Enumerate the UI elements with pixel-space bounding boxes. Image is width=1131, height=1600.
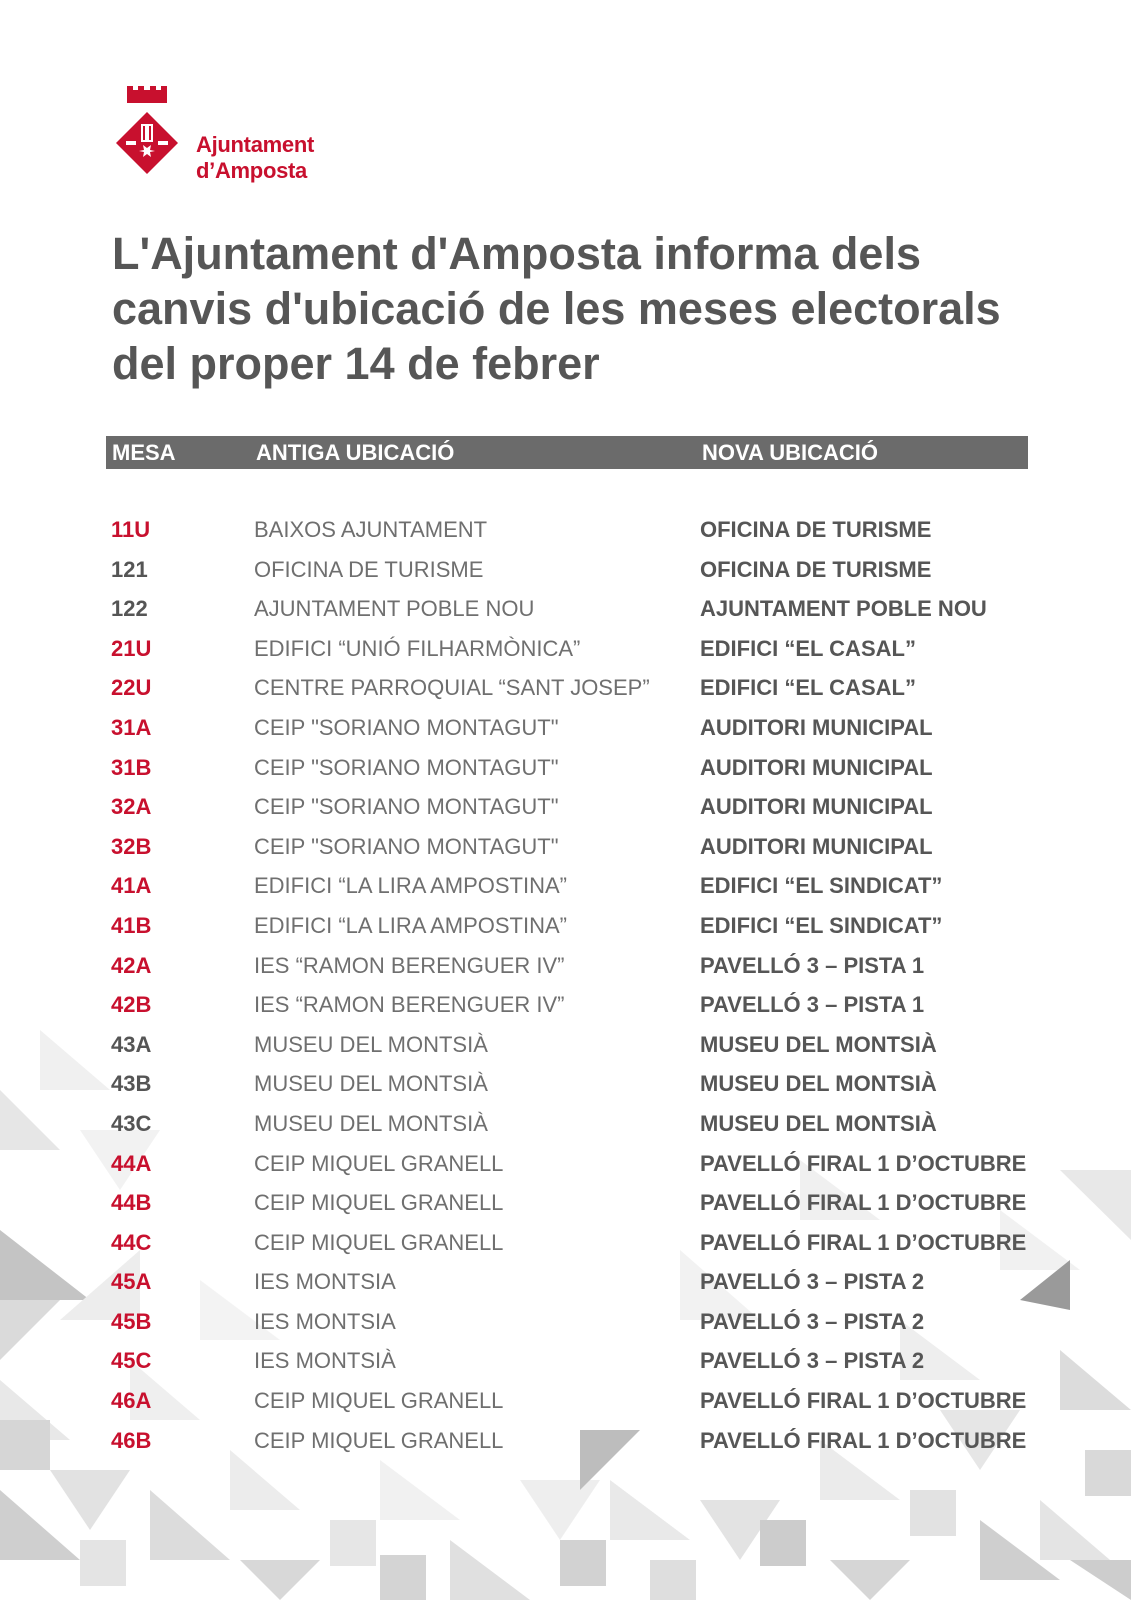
row-new-location: PAVELLÓ FIRAL 1 D’OCTUBRE xyxy=(700,1427,1027,1453)
row-mesa: 11U xyxy=(111,517,151,542)
row-new-location: EDIFICI “EL CASAL” xyxy=(700,675,916,701)
row-new-location: EDIFICI “EL SINDICAT” xyxy=(700,912,943,938)
row-mesa: 31A xyxy=(111,714,152,740)
row-mesa: 44C xyxy=(111,1229,152,1255)
row-new-location: AJUNTAMENT POBLE NOU xyxy=(700,596,987,622)
row-new-location: PAVELLÓ 3 – PISTA 1 xyxy=(700,952,925,978)
header-mesa: MESA xyxy=(112,440,176,465)
row-new-location: AUDITORI MUNICIPAL xyxy=(700,794,933,820)
table-row xyxy=(0,749,1131,789)
row-old-location: MUSEU DEL MONTSIÀ xyxy=(254,1031,488,1057)
row-mesa: 45C xyxy=(111,1348,152,1374)
row-new-location: AUDITORI MUNICIPAL xyxy=(700,754,933,780)
row-mesa: 45A xyxy=(111,1269,152,1295)
coat-of-arms-icon xyxy=(112,86,192,186)
table-row xyxy=(0,907,1131,947)
table-row xyxy=(0,590,1131,630)
table-row xyxy=(0,828,1131,868)
row-mesa: 44B xyxy=(111,1190,152,1216)
row-old-location: CEIP MIQUEL GRANELL xyxy=(254,1229,504,1255)
row-mesa: 41A xyxy=(111,873,152,899)
row-old-location: IES MONTSIA xyxy=(254,1308,396,1334)
row-old-location: IES MONTSIA xyxy=(254,1269,396,1295)
row-old-location: CENTRE PARROQUIAL “SANT JOSEP” xyxy=(254,675,650,701)
row-old-location: CEIP "SORIANO MONTAGUT" xyxy=(254,714,559,740)
table-row xyxy=(0,1422,1131,1462)
row-new-location: AUDITORI MUNICIPAL xyxy=(700,714,933,740)
row-new-location: MUSEU DEL MONTSIÀ xyxy=(700,1071,937,1097)
row-mesa: 44A xyxy=(111,1150,152,1176)
table-header xyxy=(106,436,1028,469)
row-mesa: 21U xyxy=(111,635,152,661)
logo-line-1: Ajuntament xyxy=(196,132,315,157)
row-new-location: PAVELLÓ FIRAL 1 D’OCTUBRE xyxy=(700,1229,1027,1255)
row-new-location: PAVELLÓ 3 – PISTA 2 xyxy=(700,1308,925,1334)
row-mesa: 46B xyxy=(111,1427,152,1453)
row-new-location: PAVELLÓ 3 – PISTA 2 xyxy=(700,1348,925,1374)
row-old-location: CEIP "SORIANO MONTAGUT" xyxy=(254,754,559,780)
table-row xyxy=(0,788,1131,828)
table-row xyxy=(0,986,1131,1026)
table-row xyxy=(0,1224,1131,1264)
row-new-location: PAVELLÓ 3 – PISTA 1 xyxy=(700,992,925,1018)
row-old-location: MUSEU DEL MONTSIÀ xyxy=(254,1110,488,1136)
table-row xyxy=(0,630,1131,670)
row-mesa: 43C xyxy=(111,1110,152,1136)
row-old-location: CEIP MIQUEL GRANELL xyxy=(254,1388,504,1414)
logo-wordmark xyxy=(196,132,314,184)
row-new-location: PAVELLÓ FIRAL 1 D’OCTUBRE xyxy=(700,1150,1027,1176)
row-old-location: CEIP MIQUEL GRANELL xyxy=(254,1427,504,1453)
logo-line-2: d’Amposta xyxy=(196,158,307,183)
row-new-location: PAVELLÓ 3 – PISTA 2 xyxy=(700,1269,925,1295)
row-mesa: 45B xyxy=(111,1308,152,1334)
row-mesa: 43B xyxy=(111,1071,152,1097)
row-new-location: OFICINA DE TURISME xyxy=(700,556,932,582)
row-new-location: OFICINA DE TURISME xyxy=(700,517,932,542)
row-new-location: AUDITORI MUNICIPAL xyxy=(700,833,933,859)
table-row xyxy=(0,1065,1131,1105)
table-row xyxy=(0,551,1131,591)
row-old-location: IES MONTSIÀ xyxy=(254,1348,396,1374)
row-old-location: EDIFICI “LA LIRA AMPOSTINA” xyxy=(254,912,567,938)
row-new-location: MUSEU DEL MONTSIÀ xyxy=(700,1110,937,1136)
row-mesa: 43A xyxy=(111,1031,152,1057)
row-mesa: 32A xyxy=(111,794,152,820)
table-row xyxy=(0,1026,1131,1066)
row-old-location: EDIFICI “LA LIRA AMPOSTINA” xyxy=(254,873,567,899)
row-mesa: 31B xyxy=(111,754,152,780)
table-row xyxy=(0,1184,1131,1224)
row-new-location: EDIFICI “EL CASAL” xyxy=(700,635,916,661)
row-old-location: EDIFICI “UNIÓ FILHARMÒNICA” xyxy=(254,635,581,661)
row-old-location: CEIP "SORIANO MONTAGUT" xyxy=(254,833,559,859)
row-old-location: OFICINA DE TURISME xyxy=(254,556,484,582)
table-row xyxy=(0,1303,1131,1343)
row-mesa: 22U xyxy=(111,675,152,701)
row-mesa: 121 xyxy=(111,556,148,582)
row-new-location: PAVELLÓ FIRAL 1 D’OCTUBRE xyxy=(700,1388,1027,1414)
row-new-location: EDIFICI “EL SINDICAT” xyxy=(700,873,943,899)
table-row xyxy=(0,1105,1131,1145)
table-row xyxy=(0,867,1131,907)
table-row xyxy=(0,1145,1131,1185)
row-mesa: 42B xyxy=(111,992,152,1018)
row-old-location: AJUNTAMENT POBLE NOU xyxy=(254,596,535,622)
row-old-location: CEIP MIQUEL GRANELL xyxy=(254,1190,504,1216)
row-old-location: IES “RAMON BERENGUER IV” xyxy=(254,952,565,978)
row-old-location: BAIXOS AJUNTAMENT xyxy=(254,517,488,542)
table-row xyxy=(0,669,1131,709)
table-row xyxy=(0,1263,1131,1303)
row-old-location: CEIP MIQUEL GRANELL xyxy=(254,1150,504,1176)
header-new-location: NOVA UBICACIÓ xyxy=(702,440,878,465)
row-new-location: PAVELLÓ FIRAL 1 D’OCTUBRE xyxy=(700,1190,1027,1216)
table-row xyxy=(0,1382,1131,1422)
row-mesa: 46A xyxy=(111,1388,152,1414)
header-old-location: ANTIGA UBICACIÓ xyxy=(256,440,455,465)
row-old-location: CEIP "SORIANO MONTAGUT" xyxy=(254,794,559,820)
row-mesa: 42A xyxy=(111,952,152,978)
logo xyxy=(112,86,352,186)
row-old-location: MUSEU DEL MONTSIÀ xyxy=(254,1071,488,1097)
row-old-location: IES “RAMON BERENGUER IV” xyxy=(254,992,565,1018)
table-row xyxy=(0,709,1131,749)
table-body xyxy=(0,511,1131,1461)
table-row xyxy=(0,1342,1131,1382)
row-mesa: 41B xyxy=(111,912,152,938)
row-mesa: 32B xyxy=(111,833,152,859)
page-title: L'Ajuntament d'Amposta informa dels canvis d'ubicació de les meses electorals del proper 14 de febrer xyxy=(112,228,1001,389)
row-new-location: MUSEU DEL MONTSIÀ xyxy=(700,1031,937,1057)
table-row xyxy=(0,511,1131,551)
table-row xyxy=(0,947,1131,987)
row-mesa: 122 xyxy=(111,596,148,622)
